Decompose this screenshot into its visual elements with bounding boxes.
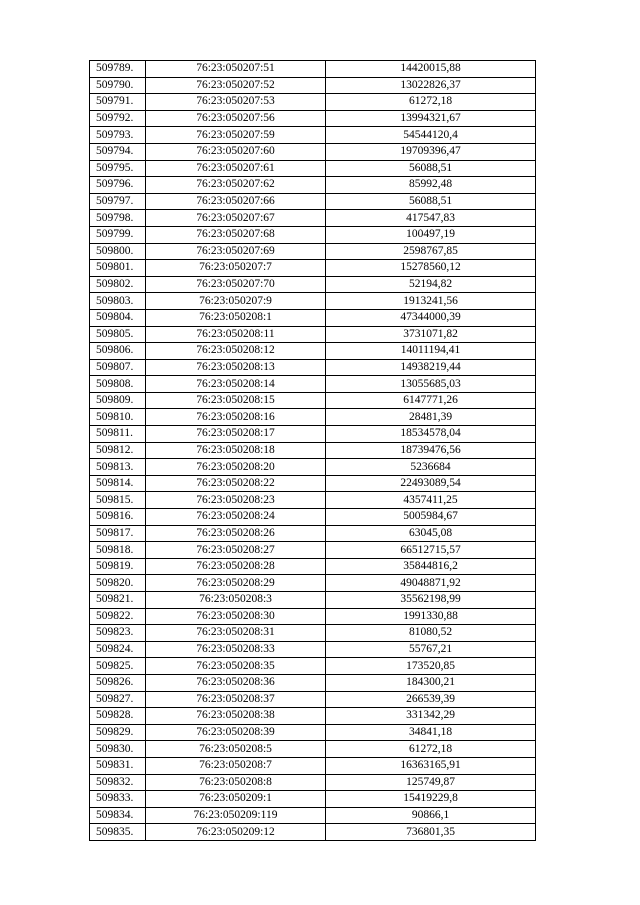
cadastral-number-cell: 76:23:050207:69 <box>146 243 326 260</box>
value-cell: 90866,1 <box>326 807 536 824</box>
table-row <box>90 409 536 426</box>
table-row <box>90 309 536 326</box>
cadastral-number-cell: 76:23:050208:35 <box>146 658 326 675</box>
cadastral-number-cell: 76:23:050208:11 <box>146 326 326 343</box>
table-row <box>90 359 536 376</box>
value-cell: 52194,82 <box>326 276 536 293</box>
value-cell: 2598767,85 <box>326 243 536 260</box>
cadastral-number-cell: 76:23:050208:3 <box>146 592 326 609</box>
value-cell: 1913241,56 <box>326 293 536 310</box>
cadastral-number-cell: 76:23:050207:56 <box>146 110 326 127</box>
value-cell: 47344000,39 <box>326 309 536 326</box>
row-number-cell: 509796. <box>90 177 146 194</box>
table-row <box>90 525 536 542</box>
row-number-cell: 509830. <box>90 741 146 758</box>
cadastral-number-cell: 76:23:050208:27 <box>146 542 326 559</box>
table-row <box>90 558 536 575</box>
cadastral-number-cell: 76:23:050208:24 <box>146 509 326 526</box>
value-cell: 18739476,56 <box>326 442 536 459</box>
value-cell: 4357411,25 <box>326 492 536 509</box>
table-row <box>90 143 536 160</box>
value-cell: 736801,35 <box>326 824 536 841</box>
value-cell: 28481,39 <box>326 409 536 426</box>
row-number-cell: 509833. <box>90 791 146 808</box>
value-cell: 14938219,44 <box>326 359 536 376</box>
table-row <box>90 575 536 592</box>
table-row <box>90 276 536 293</box>
cadastral-number-cell: 76:23:050207:61 <box>146 160 326 177</box>
row-number-cell: 509834. <box>90 807 146 824</box>
table-row <box>90 226 536 243</box>
row-number-cell: 509804. <box>90 309 146 326</box>
value-cell: 5236684 <box>326 459 536 476</box>
cadastral-number-cell: 76:23:050207:67 <box>146 210 326 227</box>
row-number-cell: 509817. <box>90 525 146 542</box>
row-number-cell: 509813. <box>90 459 146 476</box>
cadastral-number-cell: 76:23:050208:18 <box>146 442 326 459</box>
table-row <box>90 127 536 144</box>
value-cell: 61272,18 <box>326 94 536 111</box>
value-cell: 19709396,47 <box>326 143 536 160</box>
row-number-cell: 509800. <box>90 243 146 260</box>
table-row <box>90 392 536 409</box>
row-number-cell: 509789. <box>90 61 146 78</box>
cadastral-number-cell: 76:23:050208:31 <box>146 625 326 642</box>
row-number-cell: 509831. <box>90 757 146 774</box>
value-cell: 34841,18 <box>326 724 536 741</box>
table-row <box>90 509 536 526</box>
table-row <box>90 343 536 360</box>
table-row <box>90 741 536 758</box>
value-cell: 6147771,26 <box>326 392 536 409</box>
value-cell: 15419229,8 <box>326 791 536 808</box>
value-cell: 56088,51 <box>326 160 536 177</box>
value-cell: 13022826,37 <box>326 77 536 94</box>
table-row <box>90 177 536 194</box>
cadastral-number-cell: 76:23:050208:14 <box>146 376 326 393</box>
cadastral-number-cell: 76:23:050208:12 <box>146 343 326 360</box>
value-cell: 35562198,99 <box>326 592 536 609</box>
value-cell: 55767,21 <box>326 641 536 658</box>
value-cell: 81080,52 <box>326 625 536 642</box>
cadastral-number-cell: 76:23:050207:62 <box>146 177 326 194</box>
table-row <box>90 442 536 459</box>
table-row <box>90 791 536 808</box>
row-number-cell: 509823. <box>90 625 146 642</box>
value-cell: 18534578,04 <box>326 426 536 443</box>
row-number-cell: 509790. <box>90 77 146 94</box>
cadastral-number-cell: 76:23:050207:70 <box>146 276 326 293</box>
row-number-cell: 509814. <box>90 475 146 492</box>
value-cell: 16363165,91 <box>326 757 536 774</box>
value-cell: 184300,21 <box>326 674 536 691</box>
cadastral-number-cell: 76:23:050208:8 <box>146 774 326 791</box>
value-cell: 173520,85 <box>326 658 536 675</box>
value-cell: 3731071,82 <box>326 326 536 343</box>
value-cell: 35844816,2 <box>326 558 536 575</box>
cadastral-number-cell: 76:23:050208:26 <box>146 525 326 542</box>
table-row <box>90 160 536 177</box>
row-number-cell: 509801. <box>90 260 146 277</box>
cadastral-number-cell: 76:23:050207:52 <box>146 77 326 94</box>
row-number-cell: 509824. <box>90 641 146 658</box>
table-row <box>90 243 536 260</box>
row-number-cell: 509821. <box>90 592 146 609</box>
table-row <box>90 824 536 841</box>
cadastral-number-cell: 76:23:050208:33 <box>146 641 326 658</box>
value-cell: 56088,51 <box>326 193 536 210</box>
cadastral-number-cell: 76:23:050208:36 <box>146 674 326 691</box>
cadastral-number-cell: 76:23:050209:12 <box>146 824 326 841</box>
table-row <box>90 193 536 210</box>
value-cell: 125749,87 <box>326 774 536 791</box>
row-number-cell: 509828. <box>90 708 146 725</box>
row-number-cell: 509820. <box>90 575 146 592</box>
row-number-cell: 509818. <box>90 542 146 559</box>
row-number-cell: 509811. <box>90 426 146 443</box>
row-number-cell: 509793. <box>90 127 146 144</box>
cadastral-number-cell: 76:23:050208:37 <box>146 691 326 708</box>
table-row <box>90 708 536 725</box>
table-row <box>90 210 536 227</box>
row-number-cell: 509795. <box>90 160 146 177</box>
row-number-cell: 509810. <box>90 409 146 426</box>
value-cell: 14420015,88 <box>326 61 536 78</box>
value-cell: 417547,83 <box>326 210 536 227</box>
row-number-cell: 509819. <box>90 558 146 575</box>
table-row <box>90 326 536 343</box>
row-number-cell: 509806. <box>90 343 146 360</box>
table-row <box>90 724 536 741</box>
table-body <box>90 61 536 841</box>
table-row <box>90 674 536 691</box>
cadastral-number-cell: 76:23:050208:23 <box>146 492 326 509</box>
value-cell: 49048871,92 <box>326 575 536 592</box>
row-number-cell: 509805. <box>90 326 146 343</box>
table-row <box>90 376 536 393</box>
cadastral-number-cell: 76:23:050207:9 <box>146 293 326 310</box>
value-cell: 266539,39 <box>326 691 536 708</box>
table-row <box>90 807 536 824</box>
table-row <box>90 658 536 675</box>
cadastral-number-cell: 76:23:050208:22 <box>146 475 326 492</box>
cadastral-number-cell: 76:23:050208:30 <box>146 608 326 625</box>
row-number-cell: 509827. <box>90 691 146 708</box>
value-cell: 100497,19 <box>326 226 536 243</box>
table-row <box>90 94 536 111</box>
row-number-cell: 509791. <box>90 94 146 111</box>
row-number-cell: 509808. <box>90 376 146 393</box>
row-number-cell: 509832. <box>90 774 146 791</box>
value-cell: 14011194,41 <box>326 343 536 360</box>
row-number-cell: 509797. <box>90 193 146 210</box>
cadastral-number-cell: 76:23:050208:39 <box>146 724 326 741</box>
value-cell: 5005984,67 <box>326 509 536 526</box>
value-cell: 13055685,03 <box>326 376 536 393</box>
cadastral-number-cell: 76:23:050208:7 <box>146 757 326 774</box>
row-number-cell: 509835. <box>90 824 146 841</box>
table-row <box>90 492 536 509</box>
cadastral-number-cell: 76:23:050209:1 <box>146 791 326 808</box>
data-table <box>89 60 536 841</box>
row-number-cell: 509798. <box>90 210 146 227</box>
row-number-cell: 509809. <box>90 392 146 409</box>
cadastral-number-cell: 76:23:050208:15 <box>146 392 326 409</box>
value-cell: 85992,48 <box>326 177 536 194</box>
cadastral-number-cell: 76:23:050208:38 <box>146 708 326 725</box>
row-number-cell: 509822. <box>90 608 146 625</box>
table-row <box>90 625 536 642</box>
cadastral-number-cell: 76:23:050207:51 <box>146 61 326 78</box>
row-number-cell: 509792. <box>90 110 146 127</box>
cadastral-number-cell: 76:23:050209:119 <box>146 807 326 824</box>
cadastral-number-cell: 76:23:050208:13 <box>146 359 326 376</box>
value-cell: 66512715,57 <box>326 542 536 559</box>
cadastral-number-cell: 76:23:050207:53 <box>146 94 326 111</box>
table-row <box>90 641 536 658</box>
cadastral-number-cell: 76:23:050207:66 <box>146 193 326 210</box>
table-row <box>90 475 536 492</box>
cadastral-number-cell: 76:23:050208:1 <box>146 309 326 326</box>
table-row <box>90 260 536 277</box>
table-row <box>90 774 536 791</box>
value-cell: 15278560,12 <box>326 260 536 277</box>
row-number-cell: 509812. <box>90 442 146 459</box>
cadastral-number-cell: 76:23:050208:5 <box>146 741 326 758</box>
table-row <box>90 608 536 625</box>
value-cell: 61272,18 <box>326 741 536 758</box>
value-cell: 1991330,88 <box>326 608 536 625</box>
value-cell: 63045,08 <box>326 525 536 542</box>
row-number-cell: 509826. <box>90 674 146 691</box>
cadastral-number-cell: 76:23:050208:17 <box>146 426 326 443</box>
table-row <box>90 77 536 94</box>
cadastral-number-cell: 76:23:050208:20 <box>146 459 326 476</box>
cadastral-number-cell: 76:23:050207:60 <box>146 143 326 160</box>
cadastral-number-cell: 76:23:050208:28 <box>146 558 326 575</box>
table-row <box>90 61 536 78</box>
table-row <box>90 542 536 559</box>
table-row <box>90 293 536 310</box>
row-number-cell: 509802. <box>90 276 146 293</box>
value-cell: 331342,29 <box>326 708 536 725</box>
cadastral-number-cell: 76:23:050208:29 <box>146 575 326 592</box>
table-row <box>90 592 536 609</box>
cadastral-number-cell: 76:23:050208:16 <box>146 409 326 426</box>
row-number-cell: 509799. <box>90 226 146 243</box>
row-number-cell: 509794. <box>90 143 146 160</box>
cadastral-number-cell: 76:23:050207:59 <box>146 127 326 144</box>
table-row <box>90 110 536 127</box>
row-number-cell: 509803. <box>90 293 146 310</box>
value-cell: 22493089,54 <box>326 475 536 492</box>
value-cell: 54544120,4 <box>326 127 536 144</box>
row-number-cell: 509816. <box>90 509 146 526</box>
cadastral-number-cell: 76:23:050207:7 <box>146 260 326 277</box>
row-number-cell: 509815. <box>90 492 146 509</box>
cadastral-number-cell: 76:23:050207:68 <box>146 226 326 243</box>
table-row <box>90 691 536 708</box>
row-number-cell: 509829. <box>90 724 146 741</box>
row-number-cell: 509825. <box>90 658 146 675</box>
table-row <box>90 757 536 774</box>
value-cell: 13994321,67 <box>326 110 536 127</box>
table-row <box>90 459 536 476</box>
table-row <box>90 426 536 443</box>
row-number-cell: 509807. <box>90 359 146 376</box>
